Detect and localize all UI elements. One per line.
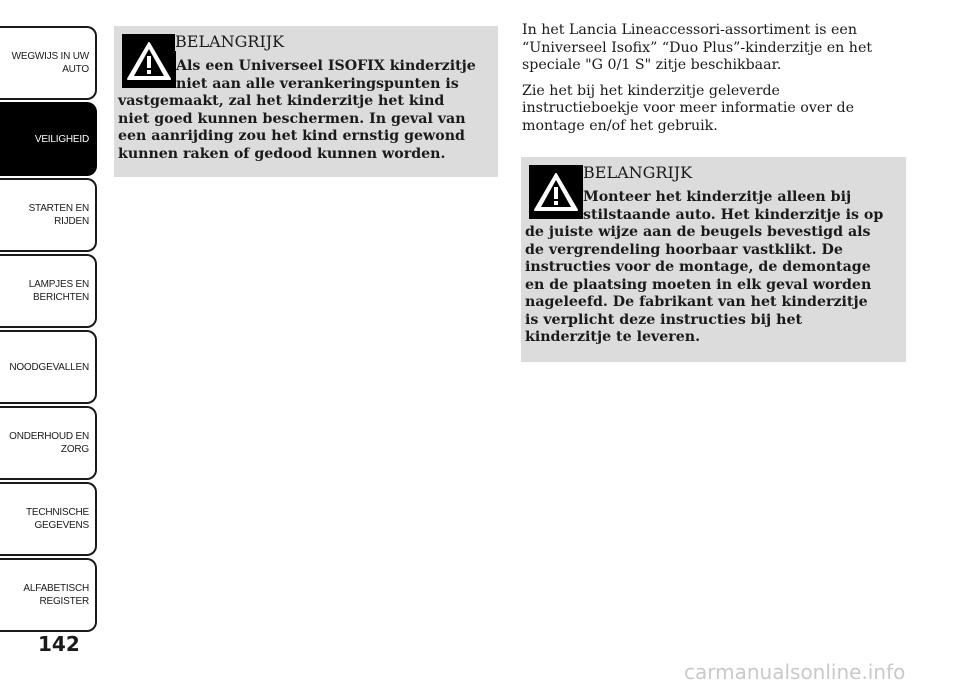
warning-text [118,58,476,163]
tab-label-line: RIJDEN [54,216,89,227]
text-line: de juiste wijze aan de beugels bevestigd als [525,224,871,240]
body-text [522,22,912,143]
paragraph [522,22,912,75]
text-line: niet aan alle verankeringspunten is [176,75,459,92]
text-line: kinderzitje te leveren. [525,329,701,345]
tab-technische-gegevens[interactable] [0,482,97,556]
text-line: Als een Universeel ISOFIX kinderzitje [176,58,476,74]
tab-veiligheid[interactable] [0,102,97,176]
tab-label-line: REGISTER [39,596,89,607]
tab-wegwijs-in-uw-auto[interactable] [0,26,97,100]
text-line: de vergrendeling hoorbaar vastklikt. De [525,241,843,258]
tab-label-line: ZORG [60,444,89,455]
text-line: instructies voor de montage, de demontage [525,259,871,275]
warning-text [525,189,883,347]
paragraph [522,83,912,136]
tab-label-line: TECHNISCHE [25,507,89,518]
tab-label-line: STARTEN EN [28,203,89,214]
tab-label-line: NOODGEVALLEN [9,361,89,373]
text-line: Zie het bij het kinderzitje geleverde [522,82,780,99]
text-line: is verplicht deze instructies bij het [525,311,803,328]
text-line: en de plaatsing moeten in elk geval worden [525,276,872,293]
tab-label-line: LAMPJES EN [28,279,89,290]
text-line: stilstaande auto. Het kinderzitje is op [583,206,884,223]
tab-label-line: WEGWIJS IN UW [11,51,89,62]
tab-noodgevallen[interactable] [0,330,97,404]
tab-alfabetisch-register[interactable] [0,558,97,632]
tab-label-line: AUTO [62,64,89,75]
tab-onderhoud-en-zorg[interactable] [0,406,97,480]
warning-heading: BELANGRIJK [175,32,495,51]
text-line: In het Lancia Lineaccessori-assortiment is een [522,22,857,38]
warning-heading: BELANGRIJK [583,163,901,182]
text-line: vastgemaakt, zal het kinderzitje het kind [118,93,445,109]
tab-label-line: ONDERHOUD EN [9,431,89,442]
tab-label-line: BERICHTEN [33,292,89,303]
tab-label-line: VEILIGHEID [34,133,89,145]
page-number: 142 [38,632,80,656]
text-line: Monteer het kinderzitje alleen bij [583,189,852,205]
text-line: speciale "G 0/1 S" zitje beschikbaar. [522,57,782,73]
text-line: instructieboekje voor meer informatie over de [522,100,855,116]
tab-label-line: ALFABETISCH [23,583,89,594]
text-line: nageleefd. De fabrikant van het kinderzitje [525,294,868,310]
text-line: “Universeel Isofix” “Duo Plus”-kinderzitje en het [522,39,873,56]
tab-label-line: GEGEVENS [34,520,89,531]
tab-lampjes-en-berichten[interactable] [0,254,97,328]
tab-starten-en-rijden[interactable] [0,178,97,252]
text-line: niet goed kunnen beschermen. In geval van [118,110,466,127]
warning-box [521,157,906,362]
text-line: een aanrijding zou het kind ernstig gewond [118,128,465,144]
watermark: carmanualsonline.info [684,660,906,684]
text-line: montage en/of het gebruik. [522,117,718,134]
text-line: kunnen raken of gedood kunnen worden. [118,145,446,162]
